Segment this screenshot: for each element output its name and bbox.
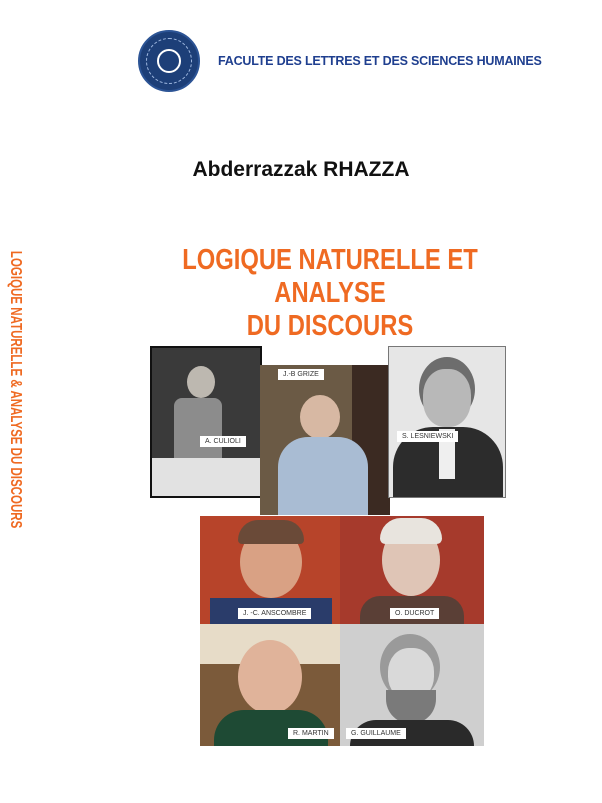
faculty-name: FACULTE DES LETTRES ET DES SCIENCES HUMAINES — [218, 54, 542, 68]
photo-caption: S. LESNIEWSKI — [397, 431, 458, 442]
portrait-photo — [200, 624, 342, 746]
portrait-photo — [260, 365, 390, 515]
photo-caption: O. DUCROT — [390, 608, 439, 619]
portrait-photo — [340, 624, 484, 746]
photo-caption: R. MARTIN — [288, 728, 334, 739]
header — [138, 30, 542, 92]
book-title: LOGIQUE NATURELLE ET ANALYSE DU DISCOURS — [182, 244, 478, 342]
university-seal-logo — [138, 30, 200, 92]
spine-title: LOGIQUE NATURELLE & ANALYSE DU DISCOURS — [7, 251, 24, 529]
portrait-photo — [340, 516, 484, 624]
photo-caption: J. -C. ANSCOMBRE — [238, 608, 311, 619]
author-name: Abderrazzak RHAZZA — [192, 158, 410, 181]
portrait-photo — [150, 346, 262, 498]
photo-caption: G. GUILLAUME — [346, 728, 406, 739]
portrait-photo — [200, 516, 342, 624]
spine — [6, 212, 24, 568]
photo-caption: A. CULIOLI — [200, 436, 246, 447]
photo-caption: J.-B GRIZE — [278, 369, 324, 380]
portrait-photo — [388, 346, 506, 498]
